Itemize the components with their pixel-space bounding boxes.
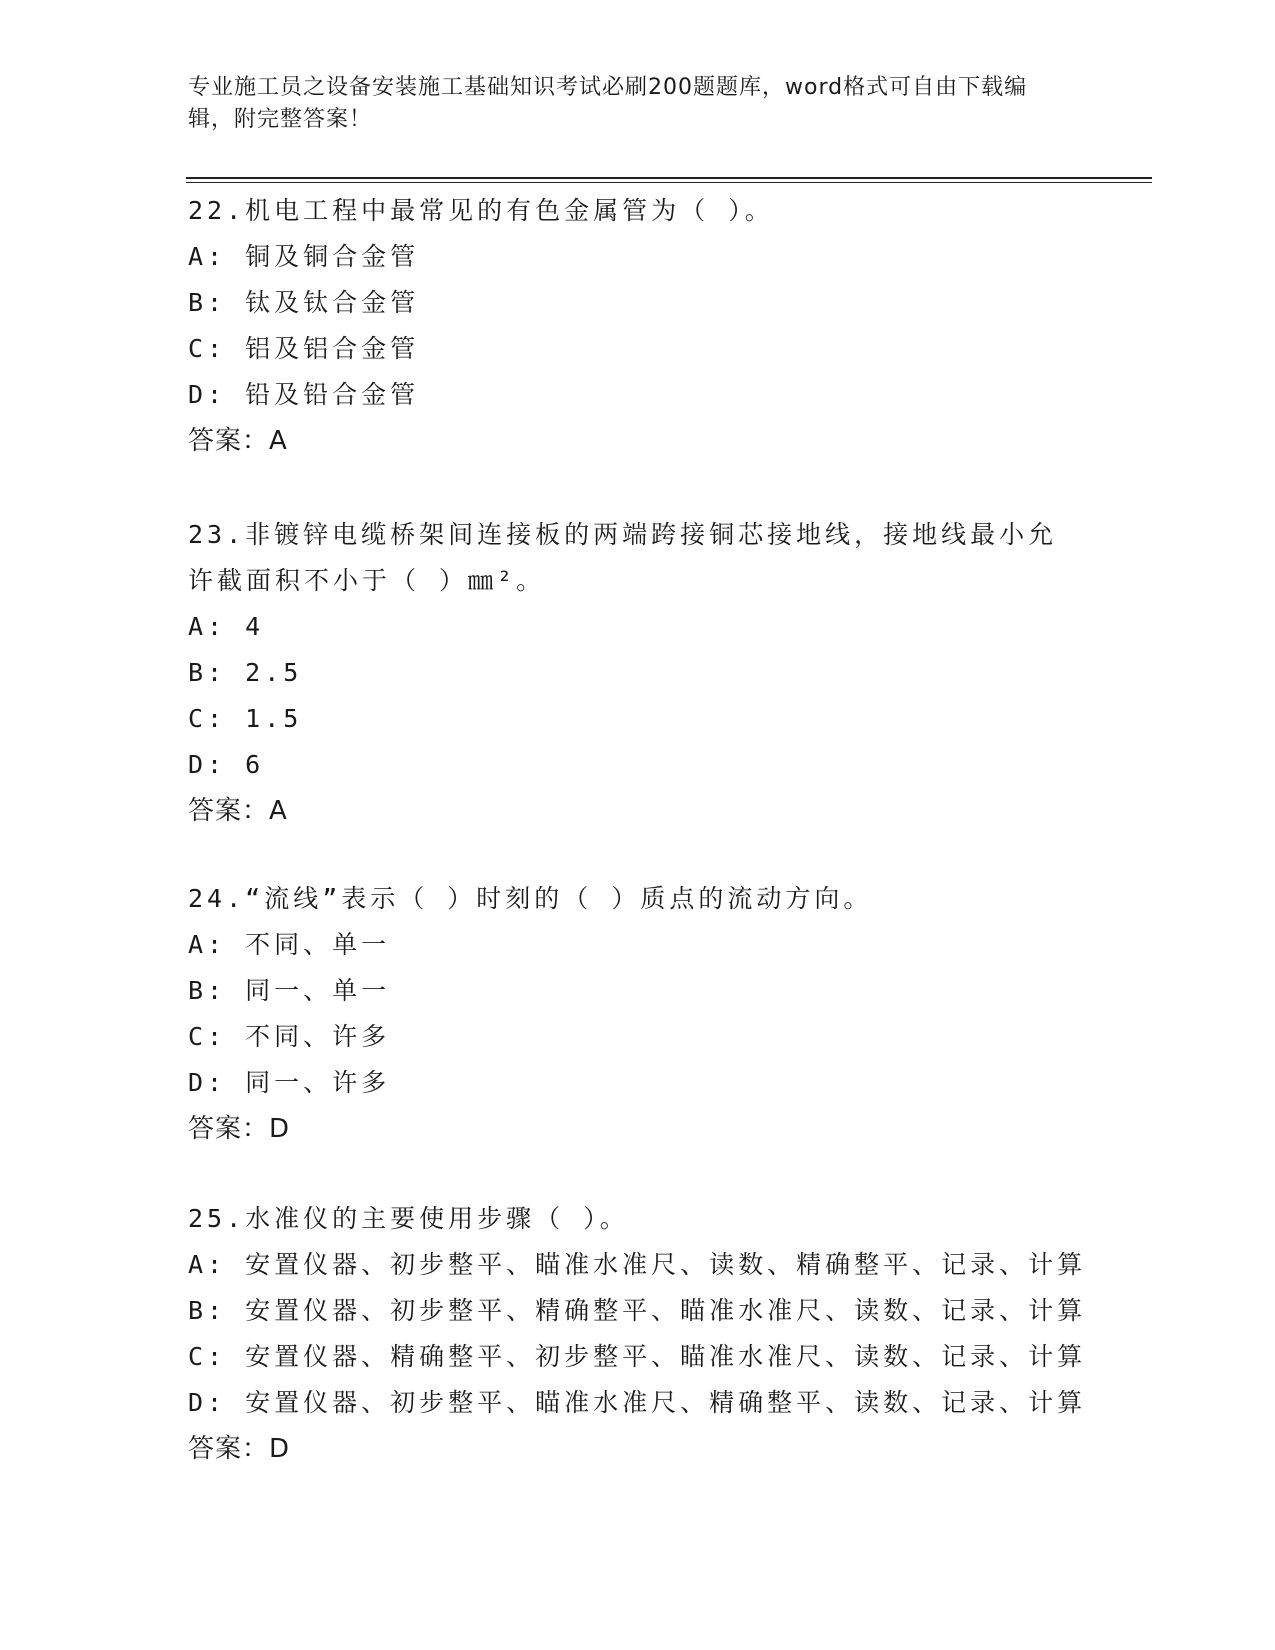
question-23 <box>188 512 1088 834</box>
question-text: 25.水准仪的主要使用步骤（ ）。 <box>188 1204 629 1233</box>
question-text: 22.机电工程中最常见的有色金属管为（ ）。 <box>188 196 774 225</box>
option-c: C: 铝及铝合金管 <box>188 334 420 363</box>
option-b: B: 同一、单一 <box>188 976 391 1005</box>
option-b: B: 安置仪器、初步整平、精确整平、瞄准水准尺、读数、记录、计算 <box>188 1296 1087 1325</box>
option-b: B: 钛及钛合金管 <box>188 288 420 317</box>
answer: 答案：D <box>188 1114 291 1144</box>
header-divider-thin <box>186 182 1152 183</box>
option-a: A: 4 <box>188 612 265 641</box>
question-22 <box>188 188 1088 464</box>
question-text: 24.“流线”表示（ ）时刻的（ ）质点的流动方向。 <box>188 884 873 913</box>
option-c: C: 1.5 <box>188 704 303 733</box>
option-d: D: 铅及铅合金管 <box>188 380 420 409</box>
option-c: C: 安置仪器、精确整平、初步整平、瞄准水准尺、读数、记录、计算 <box>188 1342 1087 1371</box>
option-d: D: 6 <box>188 750 265 779</box>
question-24 <box>188 876 1088 1152</box>
answer: 答案：A <box>188 796 288 826</box>
option-d: D: 安置仪器、初步整平、瞄准水准尺、精确整平、读数、记录、计算 <box>188 1388 1087 1417</box>
option-a: A: 安置仪器、初步整平、瞄准水准尺、读数、精确整平、记录、计算 <box>188 1250 1087 1279</box>
question-25 <box>188 1196 1088 1472</box>
option-a: A: 不同、单一 <box>188 930 391 959</box>
option-c: C: 不同、许多 <box>188 1022 391 1051</box>
answer: 答案：D <box>188 1434 291 1464</box>
document-header: 专业施工员之设备安装施工基础知识考试必刷200题题库，word格式可自由下载编辑，附完整答案！ <box>188 75 1028 132</box>
option-d: D: 同一、许多 <box>188 1068 391 1097</box>
header-divider-thick <box>186 177 1152 179</box>
option-b: B: 2.5 <box>188 658 303 687</box>
question-text: 23.非镀锌电缆桥架间连接板的两端跨接铜芯接地线，接地线最小允许截面积不小于（ ）㎜²。 <box>188 520 1058 595</box>
answer: 答案：A <box>188 426 288 456</box>
option-a: A: 铜及铜合金管 <box>188 242 420 271</box>
